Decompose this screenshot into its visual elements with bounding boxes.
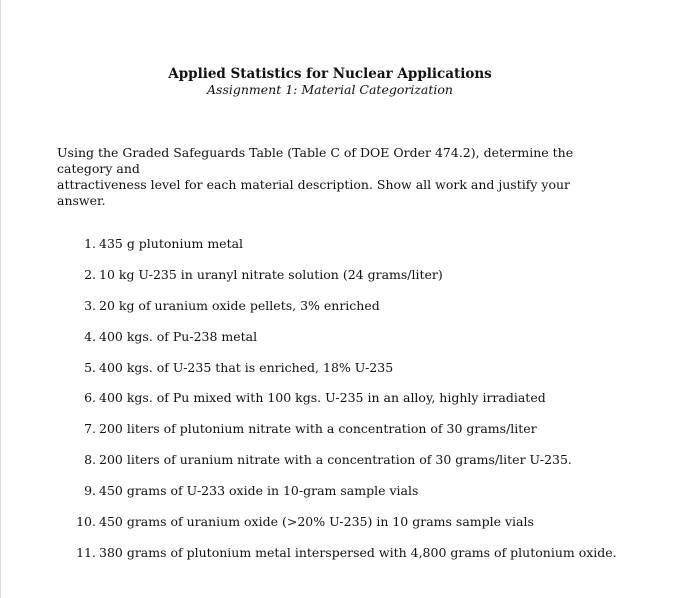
item-number: 1. [84, 236, 96, 251]
item-number: 7. [84, 421, 96, 437]
item-number: 4. [84, 328, 96, 344]
item-text: 20 kg of uranium oxide pellets, 3% enriched [99, 297, 380, 313]
item-text: 450 grams of uranium oxide (>20% U-235) in 10 grams sample vials [99, 514, 534, 530]
item-text: 380 grams of plutonium metal interspersed with 4,800 grams of plutonium oxide. [99, 544, 617, 560]
list-item [0, 483, 700, 514]
item-text: 400 kgs. of Pu mixed with 100 kgs. U-235 in an alloy, highly irradiated [99, 390, 546, 406]
item-text: 200 liters of plutonium nitrate with a concentration of 30 grams/liter [99, 421, 537, 437]
list-item [0, 236, 700, 267]
item-text: 450 grams of U-233 oxide in 10-gram sample vials [99, 483, 419, 499]
item-number: 8. [84, 452, 96, 468]
instructions-paragraph [57, 145, 617, 209]
list-item [0, 452, 700, 483]
list-item [0, 545, 700, 576]
item-text: 400 kgs. of U-235 that is enriched, 18% U-235 [99, 359, 394, 375]
list-item [0, 298, 700, 329]
item-number: 5. [84, 359, 96, 375]
document-subtitle: Assignment 1: Material Categorization [207, 82, 453, 97]
item-number: 9. [84, 483, 96, 499]
item-text: 200 liters of uranium nitrate with a concentration of 30 grams/liter U-235. [99, 452, 572, 468]
document-header [0, 66, 660, 98]
list-item [0, 514, 700, 545]
item-text: 400 kgs. of Pu-238 metal [99, 328, 258, 344]
material-list [0, 236, 700, 576]
item-number: 6. [84, 390, 96, 406]
list-item [0, 329, 700, 360]
item-text: 435 g plutonium metal [99, 236, 244, 251]
instructions-line-1: Using the Graded Safeguards Table (Table C of DOE Order 474.2), determine the category and [57, 145, 574, 176]
item-number: 3. [84, 297, 96, 313]
list-item [0, 421, 700, 452]
item-number: 11. [76, 544, 96, 560]
item-number: 2. [84, 266, 96, 282]
item-number: 10. [76, 514, 96, 530]
list-item [0, 267, 700, 298]
document-title: Applied Statistics for Nuclear Applications [168, 66, 492, 82]
instructions-line-2: attractiveness level for each material description. Show all work and justify your answer. [57, 177, 571, 208]
item-text: 10 kg U-235 in uranyl nitrate solution (24 grams/liter) [99, 266, 443, 282]
list-item [0, 390, 700, 421]
list-item [0, 360, 700, 391]
